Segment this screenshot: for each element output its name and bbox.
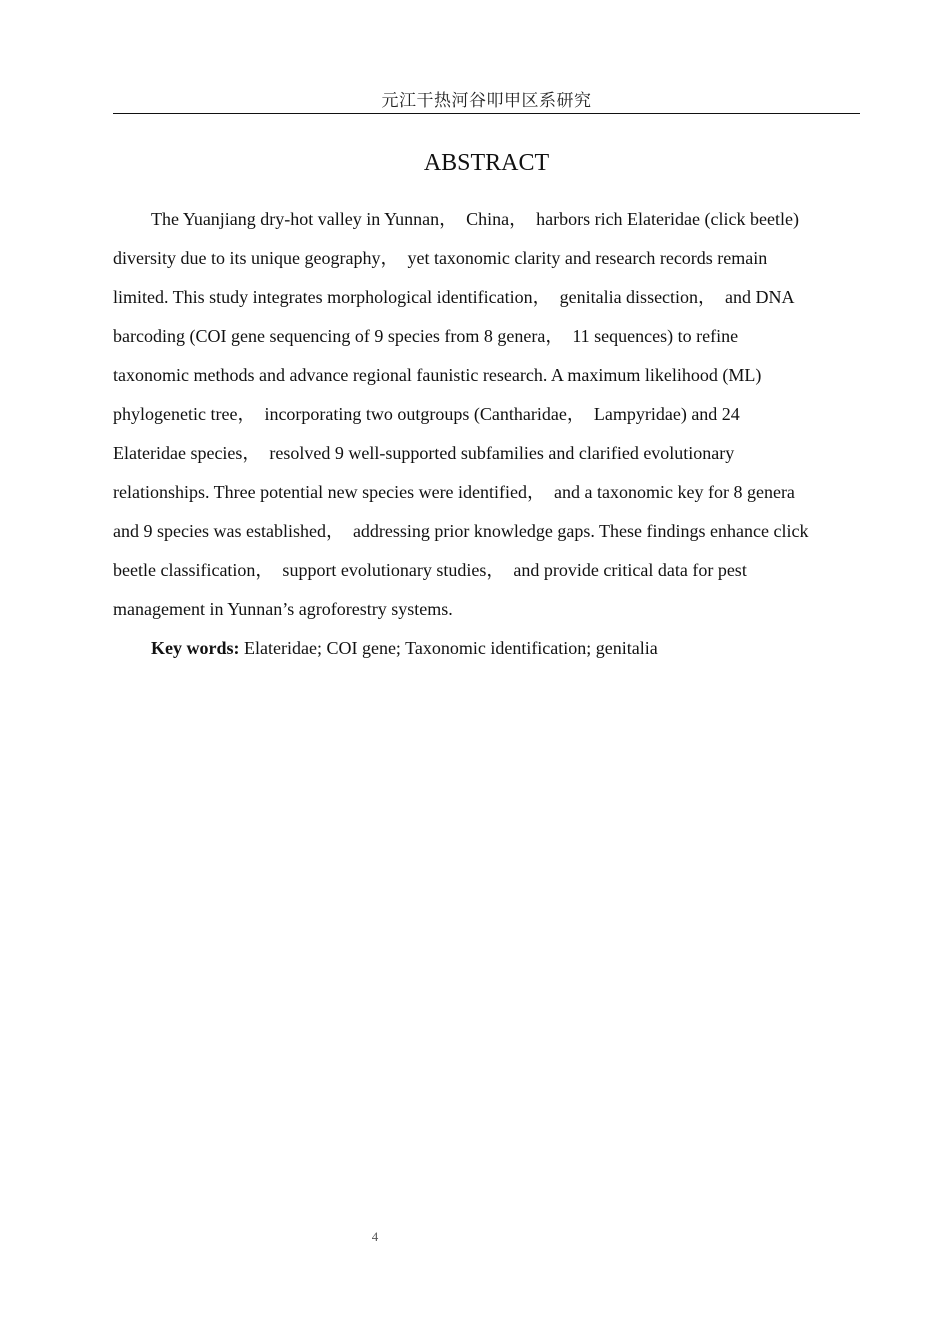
abstract-line: relationships. Three potential new species were identified， and a taxonomic key for 8 genera — [113, 482, 795, 502]
abstract-line: phylogenetic tree， incorporating two outgroups (Cantharidae， Lampyridae) and 24 — [113, 404, 740, 424]
abstract-line: limited. This study integrates morphological identification， genitalia dissection， and DNA — [113, 287, 795, 307]
abstract-body — [113, 200, 860, 668]
abstract-line: beetle classification， support evolutionary studies， and provide critical data for pest — [113, 560, 747, 580]
abstract-line: and 9 species was established， addressing prior knowledge gaps. These findings enhance click — [113, 521, 809, 541]
keywords-line — [113, 629, 860, 668]
keywords-text: Elateridae; COI gene; Taxonomic identification; genitalia — [239, 638, 658, 658]
abstract-line: taxonomic methods and advance regional faunistic research. A maximum likelihood (ML) — [113, 365, 762, 385]
abstract-line: The Yuanjiang dry-hot valley in Yunnan， China， harbors rich Elateridae (click beetle) — [151, 209, 799, 229]
page-number: 4 — [371, 1229, 379, 1244]
abstract-line: management in Yunnan’s agroforestry systems. — [113, 599, 453, 619]
abstract-line: diversity due to its unique geography， yet taxonomic clarity and research records remain — [113, 248, 768, 268]
abstract-line: barcoding (COI gene sequencing of 9 species from 8 genera， 11 sequences) to refine — [113, 326, 739, 346]
header-divider — [113, 113, 860, 114]
abstract-title: ABSTRACT — [423, 150, 550, 176]
abstract-line: Elateridae species， resolved 9 well-supported subfamilies and clarified evolutionary — [113, 443, 735, 463]
running-header: 元江干热河谷叩甲区系研究 — [381, 91, 592, 110]
keywords-label: Key words: — [151, 638, 240, 658]
